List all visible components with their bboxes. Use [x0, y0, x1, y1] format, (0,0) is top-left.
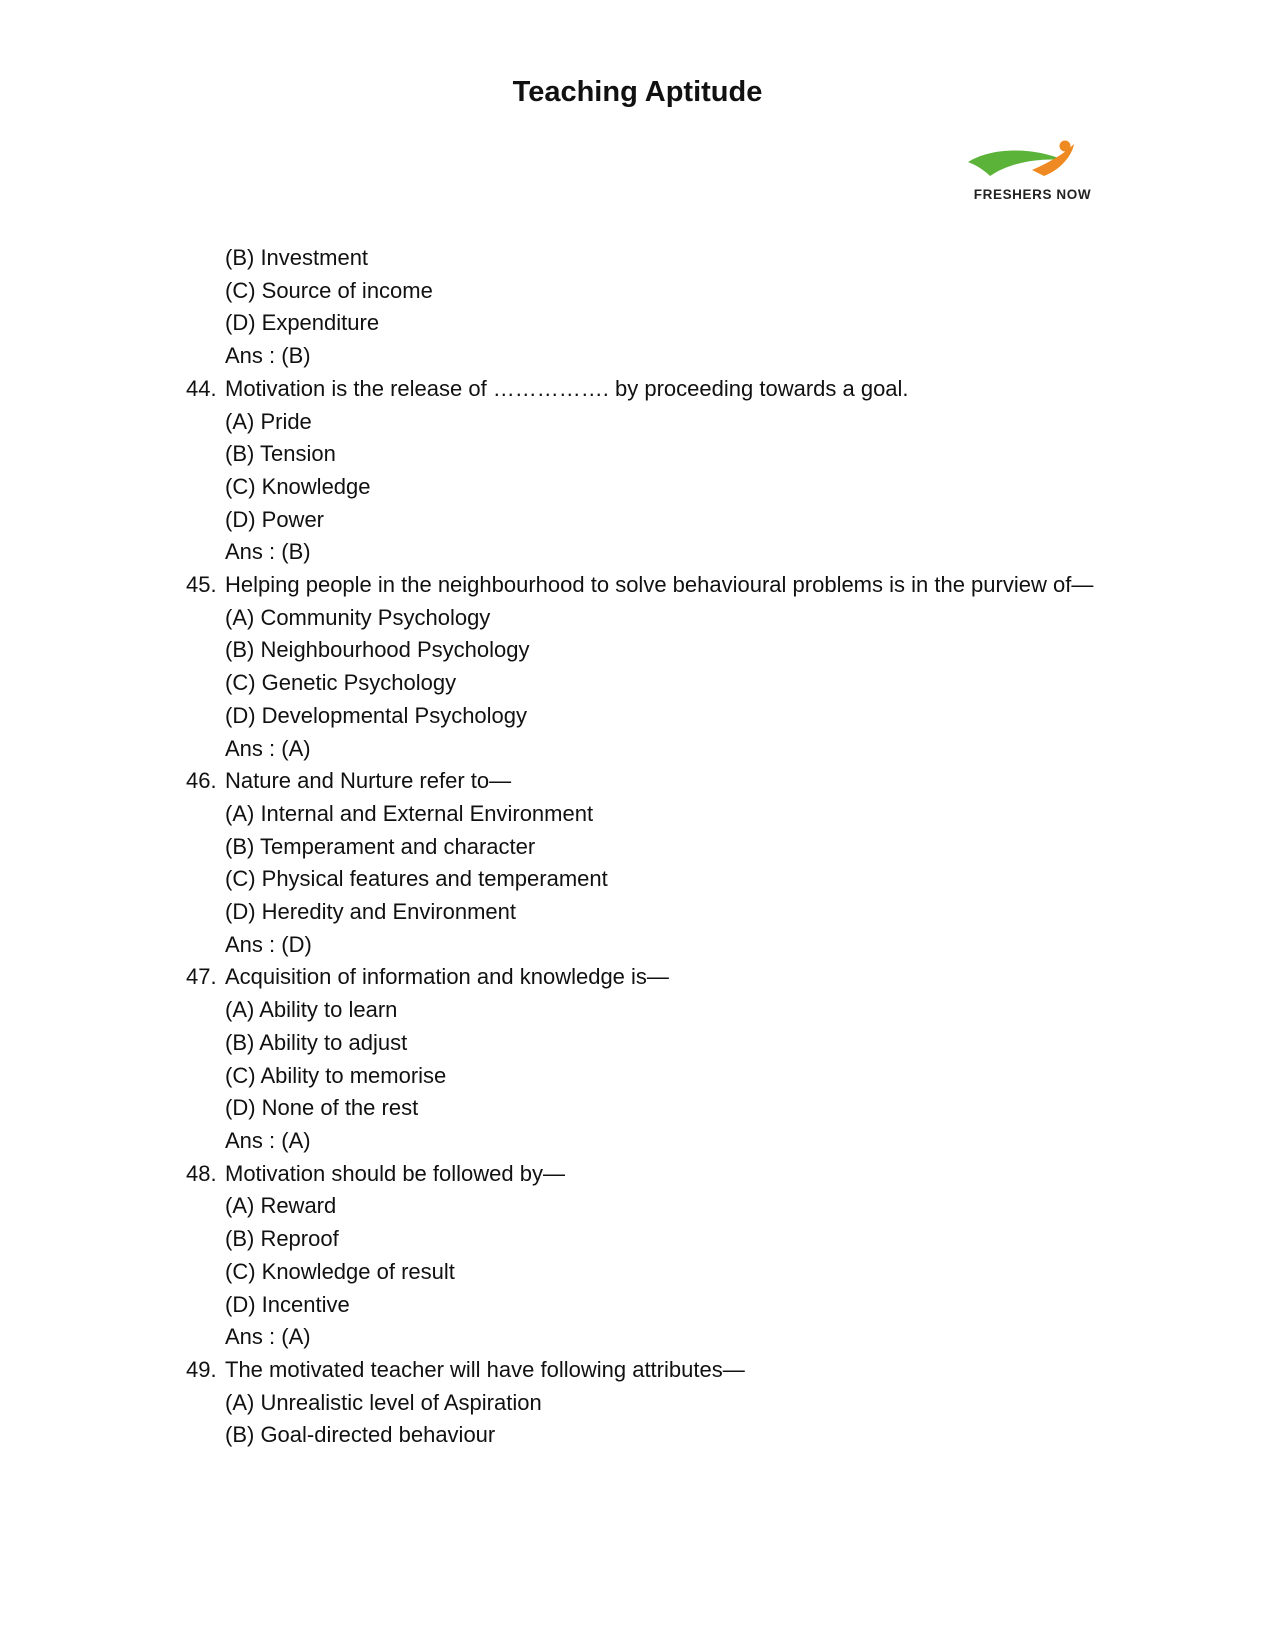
- question-list: [0, 242, 1275, 1452]
- answer-line: Ans : (A): [225, 1324, 311, 1350]
- option-line: (B) Tension: [225, 441, 336, 467]
- option-line: (D) Developmental Psychology: [225, 702, 528, 728]
- option-line: (C) Knowledge: [225, 473, 371, 499]
- question-48: [0, 1158, 1125, 1191]
- option-line: (D) None of the rest: [225, 1095, 419, 1121]
- question-text: Helping people in the neighbourhood to solve behavioural problems is in the purview of—: [225, 572, 1094, 598]
- option-line: (B) Neighbourhood Psychology: [225, 637, 530, 663]
- question-text: Motivation should be followed by—: [225, 1160, 565, 1186]
- question-44: [0, 373, 1125, 406]
- answer-line: Ans : (B): [225, 539, 311, 565]
- freshers-now-logo: [960, 140, 1105, 208]
- option-line: (C) Physical features and temperament: [225, 866, 608, 892]
- question-text: Motivation is the release of ……………. by proceeding towards a goal.: [225, 375, 909, 401]
- question-number: 44.: [186, 375, 217, 401]
- swoosh-person-icon: [960, 140, 1105, 190]
- answer-line: Ans : (A): [225, 735, 311, 761]
- question-number: 45.: [186, 572, 217, 598]
- option-line: (C) Source of income: [225, 277, 433, 303]
- logo-text: FRESHERS NOW: [973, 187, 1092, 202]
- question-number: 48.: [186, 1160, 217, 1186]
- question-number: 46.: [186, 768, 217, 794]
- question-45: [0, 569, 1125, 602]
- question-49: [0, 1354, 1125, 1387]
- answer-line: Ans : (B): [225, 343, 311, 369]
- option-line: (A) Community Psychology: [225, 604, 491, 630]
- option-line: (B) Goal-directed behaviour: [225, 1422, 496, 1448]
- answer-line: Ans : (D): [225, 931, 312, 957]
- option-line: (B) Ability to adjust: [225, 1029, 408, 1055]
- option-line: (C) Knowledge of result: [225, 1258, 455, 1284]
- question-text: The motivated teacher will have following attributes—: [225, 1356, 745, 1382]
- question-47: [0, 961, 1125, 994]
- option-line: (D) Incentive: [225, 1291, 350, 1317]
- option-line: (A) Ability to learn: [225, 997, 398, 1023]
- option-line: (A) Internal and External Environment: [225, 800, 594, 826]
- question-text: Acquisition of information and knowledge is—: [225, 964, 669, 990]
- option-line: (B) Temperament and character: [225, 833, 536, 859]
- option-line: (D) Power: [225, 506, 325, 532]
- option-line: (D) Heredity and Environment: [225, 899, 517, 925]
- option-line: (C) Ability to memorise: [225, 1062, 447, 1088]
- question-number: 47.: [186, 964, 217, 990]
- option-line: (A) Unrealistic level of Aspiration: [225, 1389, 542, 1415]
- question-text: Nature and Nurture refer to—: [225, 768, 512, 794]
- option-line: (D) Expenditure: [225, 310, 380, 336]
- option-line: (C) Genetic Psychology: [225, 670, 457, 696]
- question-number: 49.: [186, 1356, 217, 1382]
- option-line: (B) Reproof: [225, 1226, 339, 1252]
- option-line: (A) Reward: [225, 1193, 337, 1219]
- question-46: [0, 765, 1125, 798]
- page-title: Teaching Aptitude: [512, 76, 763, 108]
- answer-line: Ans : (A): [225, 1127, 311, 1153]
- option-line: (A) Pride: [225, 408, 312, 434]
- option-line: (B) Investment: [225, 245, 369, 270]
